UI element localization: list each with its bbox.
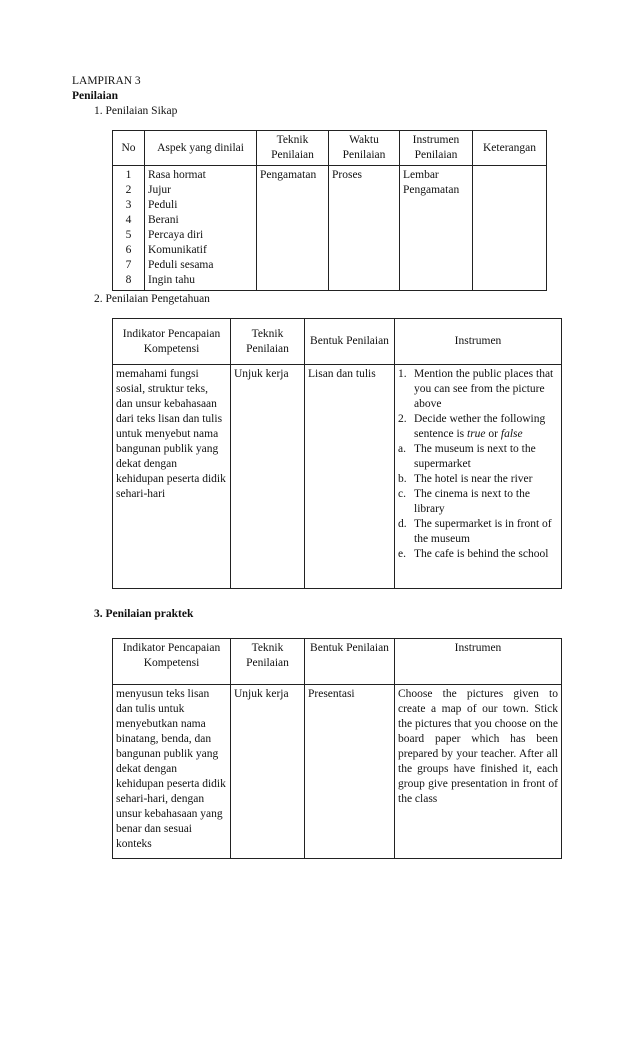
sikap-data-row	[113, 166, 547, 291]
praktek-heading: 3. Penilaian praktek	[94, 608, 194, 620]
pengetahuan-table	[112, 318, 562, 589]
aspect-item: Peduli	[148, 199, 178, 211]
number-item: 7	[125, 259, 132, 271]
number-item: 6	[125, 244, 132, 256]
aspects-cell	[145, 166, 257, 291]
aspect-item: Rasa hormat	[148, 169, 206, 181]
pengetahuan-heading: 2. Penilaian Pengetahuan	[94, 293, 210, 305]
list-item: b. The hotel is near the river	[398, 473, 533, 485]
col-indikator: Indikator Pencapaian Kompetensi	[113, 319, 231, 365]
aspect-item: Komunikatif	[148, 244, 207, 256]
numbers-cell	[113, 166, 145, 291]
col-instrumen: Instrumen	[395, 639, 562, 685]
teknik-cell: Pengamatan	[257, 166, 329, 291]
instrumen-cell: Lembar Pengamatan	[400, 166, 473, 291]
indikator-cell: menyusun teks lisan dan tulis untuk menyebutkan nama binatang, benda, dan bangunan publik yang dekat dengan kehidupan peserta didik sehari-hari, dengan unsur kebahasaan yang benar dan sesuai konteks	[113, 685, 231, 859]
instrumen-cell	[395, 365, 562, 589]
col-instrumen: Instrumen Penilaian	[400, 131, 473, 166]
list-item: e. The cafe is behind the school	[398, 548, 549, 560]
list-item: d. The supermarket is in front of the museum	[398, 518, 552, 545]
praktek-table	[112, 638, 562, 859]
col-bentuk: Bentuk Penilaian	[305, 319, 395, 365]
sikap-heading: 1. Penilaian Sikap	[94, 105, 178, 117]
teknik-cell: Unjuk kerja	[231, 685, 305, 859]
aspect-item: Ingin tahu	[148, 274, 195, 286]
bentuk-cell: Presentasi	[305, 685, 395, 859]
praktek-header-row	[113, 639, 562, 685]
bentuk-cell: Lisan dan tulis	[305, 365, 395, 589]
col-no: No	[113, 131, 145, 166]
list-item: c. The cinema is next to the library	[398, 488, 530, 515]
instrumen-cell: Choose the pictures given to create a map of our town. Stick the pictures that you choose on the board paper which has been prepared by your teacher. After all the groups have finished it, each group give presentation in front of the class	[395, 685, 562, 859]
aspect-item: Berani	[148, 214, 179, 226]
aspect-item: Peduli sesama	[148, 259, 214, 271]
col-indikator: Indikator Pencapaian Kompetensi	[113, 639, 231, 685]
page-title: Penilaian	[72, 90, 119, 102]
col-waktu: Waktu Penilaian	[329, 131, 400, 166]
keterangan-cell	[473, 166, 547, 291]
col-teknik: Teknik Penilaian	[231, 319, 305, 365]
sikap-table	[112, 130, 547, 291]
col-aspek: Aspek yang dinilai	[145, 131, 257, 166]
col-teknik: Teknik Penilaian	[257, 131, 329, 166]
sikap-header-row	[113, 131, 547, 166]
list-item: a. The museum is next to the supermarket	[398, 443, 536, 470]
col-bentuk: Bentuk Penilaian	[305, 639, 395, 685]
waktu-cell: Proses	[329, 166, 400, 291]
number-item: 2	[125, 184, 132, 196]
col-keterangan: Keterangan	[473, 131, 547, 166]
instrumen-list	[398, 367, 558, 562]
number-item: 4	[125, 214, 132, 226]
indikator-cell: memahami fungsi sosial, struktur teks, dan unsur kebahasaan dari teks lisan dan tulis untuk menyebut nama bangunan publik yang dekat dengan kehidupan peserta didik sehari-hari	[113, 365, 231, 589]
pengetahuan-header-row	[113, 319, 562, 365]
col-teknik: Teknik Penilaian	[231, 639, 305, 685]
teknik-cell: Unjuk kerja	[231, 365, 305, 589]
number-item: 3	[125, 199, 132, 211]
col-instrumen: Instrumen	[395, 319, 562, 365]
praktek-data-row	[113, 685, 562, 859]
list-item: 1. Mention the public places that you can see from the picture above	[398, 368, 554, 410]
number-item: 5	[125, 229, 132, 241]
number-item: 8	[125, 274, 132, 286]
lampiran-label: LAMPIRAN 3	[72, 75, 141, 87]
list-item: 2. Decide wether the following sentence is true or false	[398, 413, 546, 440]
aspect-item: Jujur	[148, 184, 171, 196]
aspect-item: Percaya diri	[148, 229, 204, 241]
pengetahuan-data-row	[113, 365, 562, 589]
number-item: 1	[125, 169, 132, 181]
